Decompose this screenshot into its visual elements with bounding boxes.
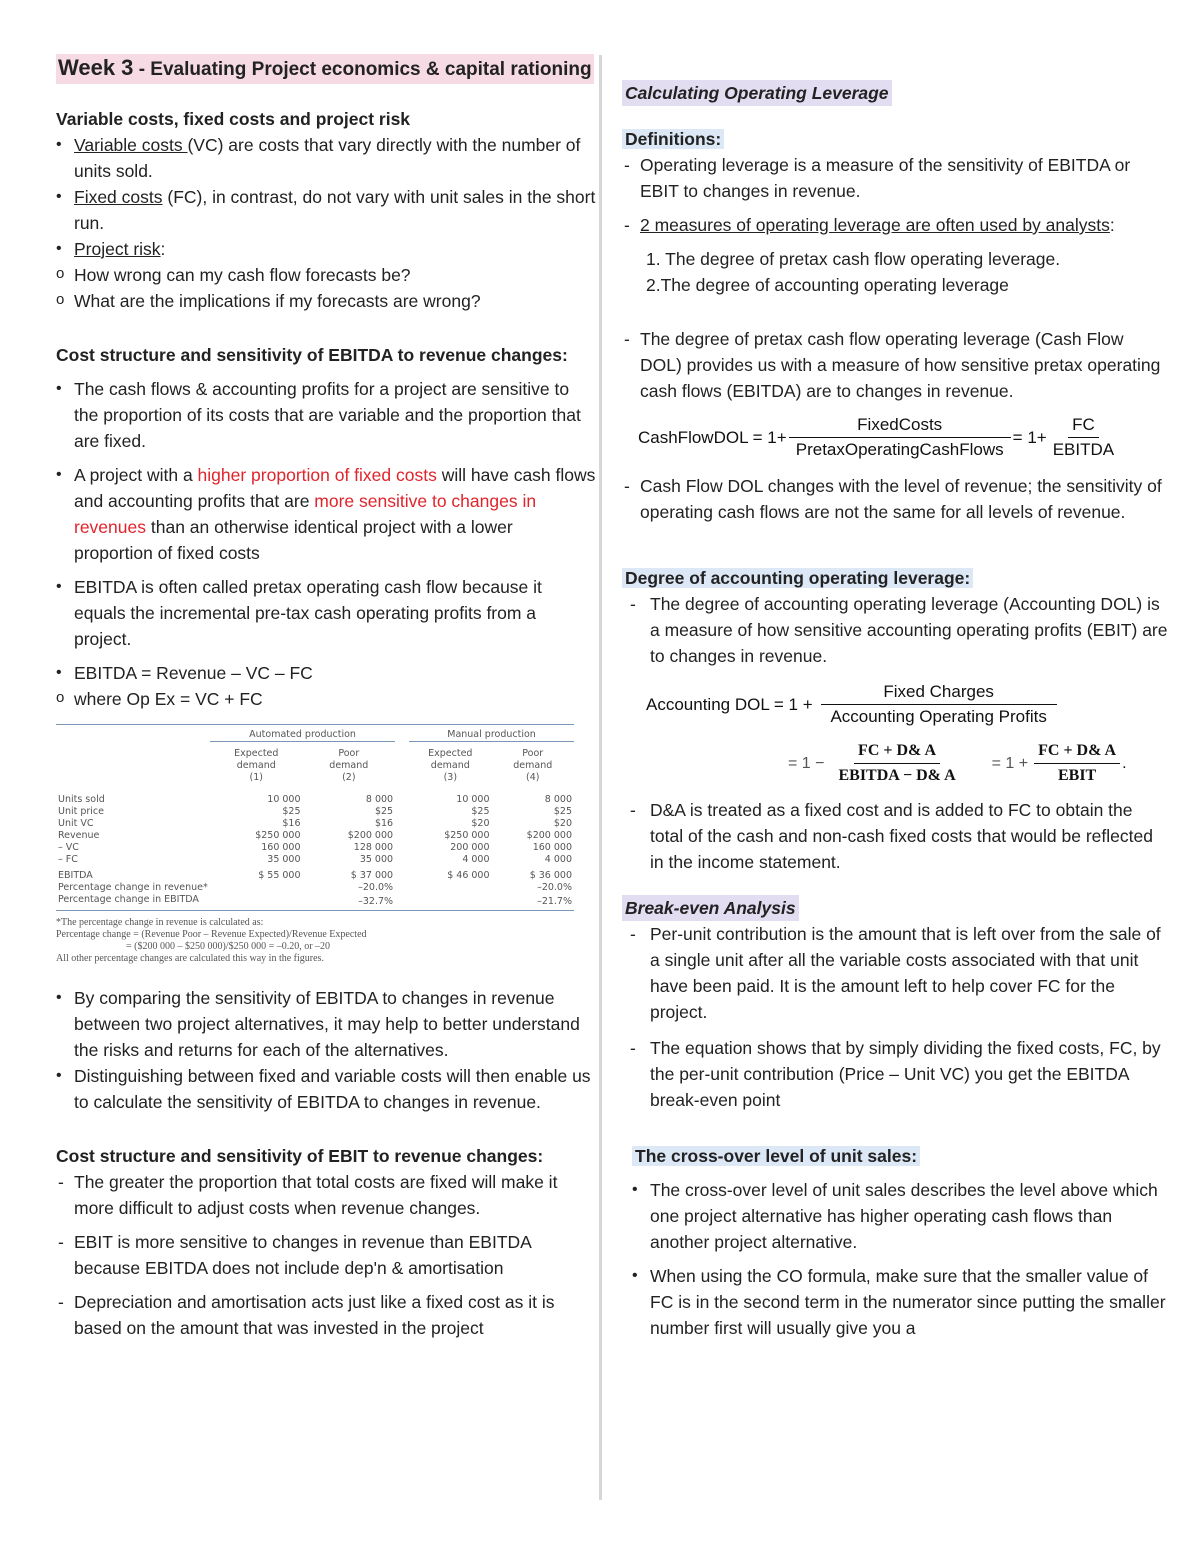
list-subitem: o where Op Ex = VC + FC (56, 686, 596, 712)
page-title: Week 3 - Evaluating Project economics & capital rationing (56, 54, 594, 84)
list-break-even (622, 921, 1170, 1113)
list-item: • When using the CO formula, make sure that the smaller value of FC is in the second term in the numerator since putting the smaller number first will usually give you a (632, 1263, 1170, 1341)
heading-break-even-analysis: Break-even Analysis (622, 895, 799, 921)
list-item: - Operating leverage is a measure of the sensitivity of EBITDA or EBIT to changes in revenue. (622, 152, 1170, 204)
heading-cross-over-level: The cross-over level of unit sales: (632, 1146, 920, 1166)
table-row: Percentage change in revenue* –20.0% –20.0% (58, 882, 572, 893)
cash-flow-dol-formula: CashFlowDOL = 1+ $\frac{\text{FixedCosts}}{\text{PretaxOperatingCashFlows}}$ = 1+ $\frac{FC}{\text{EBITDA}}$ (638, 415, 1115, 459)
heading-accounting-operating-leverage: Degree of accounting operating leverage: (622, 568, 973, 588)
accounting-dol-expansion: = 1 − $\frac{FC + D\& A}{\text{EBITDA − D\& A}}$ = 1 + $\frac{FC + D\& A}{\text{EBIT}}$ . (788, 742, 1127, 784)
list-item: - EBIT is more sensitive to changes in revenue than EBITDA because EBITDA does not include dep'n & amortisation (56, 1229, 596, 1281)
table-row: EBITDA $ 55 000 $ 37 000 $ 46 000 $ 36 000 (58, 870, 572, 881)
table-row: Unit VC $16 $16 $20 $20 (58, 818, 572, 829)
list-item: - 2 measures of operating leverage are often used by analysts: (622, 212, 1170, 238)
list-item: - Depreciation and amortisation acts just like a fixed cost as it is based on the amount that was invested in the project (56, 1289, 596, 1341)
list-item: - The greater the proportion that total costs are fixed will make it more difficult to adjust costs when revenue changes. (56, 1169, 596, 1221)
list-accounting-dol (622, 591, 1170, 669)
list-item: • EBITDA = Revenue – VC – FC (56, 660, 596, 686)
list-dna (622, 797, 1170, 875)
col-head: Poor demand (2) (329, 748, 369, 783)
col-head: Expected demand (1) (234, 748, 279, 783)
col-head: Poor demand (4) (513, 748, 553, 783)
list-item: - D&A is treated as a fixed cost and is added to FC to obtain the total of the cash and non-cash fixed costs that would be reflected in the income statement. (622, 797, 1170, 875)
list-ebit-sensitivity (56, 1169, 596, 1341)
table-row: Revenue $250 000 $200 000 $250 000 $200 000 (58, 830, 572, 841)
list-subitem: o What are the implications if my forecasts are wrong? (56, 288, 596, 314)
list-item: • Fixed costs (FC), in contrast, do not vary with unit sales in the short run. (56, 184, 596, 236)
col-head: Expected demand (3) (428, 748, 473, 783)
table-row: – FC 35 000 35 000 4 000 4 000 (58, 854, 572, 865)
heading-calculating-operating-leverage: Calculating Operating Leverage (622, 80, 892, 106)
list-item: • The cross-over level of unit sales describes the level above which one project alternative has higher operating cash flows than another project alternative. (632, 1177, 1170, 1255)
production-table (56, 724, 574, 911)
numbered-item: 2.The degree of accounting operating leverage (646, 275, 1009, 295)
list-item: - Cash Flow DOL changes with the level of revenue; the sensitivity of operating cash flows are not the same for all levels of revenue. (622, 473, 1170, 525)
list-item: - The degree of pretax cash flow operating leverage (Cash Flow DOL) provides us with a measure of how sensitive pretax operating cash flows (EBITDA) are to changes in revenue. (622, 326, 1170, 404)
list-item: • A project with a higher proportion of fixed costs will have cash flows and accounting profits that are more sensitive to changes in revenues than an otherwise identical project with a lower proportion of fixed costs (56, 462, 596, 566)
list-item: • Distinguishing between fixed and variable costs will then enable us to calculate the sensitivity of EBITDA to changes in revenue. (56, 1063, 596, 1115)
left-column (56, 54, 596, 1341)
list-cash-flow-dol (622, 473, 1170, 525)
list-cross-over (622, 1177, 1170, 1341)
heading-ebitda-sensitivity: Cost structure and sensitivity of EBITDA to revenue changes: (56, 345, 568, 365)
column-divider (599, 55, 602, 1500)
list-item: • EBITDA is often called pretax operating cash flow because it equals the incremental pre-tax cash operating profits from a project. (56, 574, 596, 652)
table-row: Unit price $25 $25 $25 $25 (58, 806, 572, 817)
table-footnote: *The percentage change in revenue is calculated as: Percentage change = (Revenue Poor – Revenue Expected)/Revenue Expected = ($200 000 – $250 000)/$250 000 = –0.20, or –20 All other percentage changes are calculated this way in the figures. (56, 917, 367, 964)
heading-variable-fixed-costs: Variable costs, fixed costs and project risk (56, 109, 411, 129)
group-header-manual: Manual production (409, 725, 574, 742)
right-column (622, 80, 1170, 1341)
list-ebitda-comparison (56, 985, 596, 1115)
list-item: - Per-unit contribution is the amount that is left over from the sale of a single unit after all the variable costs associated with that unit have been paid. It is the amount left to help cover FC for the project. (622, 921, 1170, 1025)
list-definitions (622, 152, 1170, 404)
numbered-item: 1. The degree of pretax cash flow operating leverage. (646, 249, 1061, 269)
list-item: - The degree of accounting operating leverage (Accounting DOL) is a measure of how sensitive accounting operating profits (EBIT) are to changes in revenue. (622, 591, 1170, 669)
list-cost-definitions (56, 132, 596, 314)
table-row: Percentage change in EBITDA –32.7% –21.7% (56, 894, 574, 911)
list-item: • By comparing the sensitivity of EBITDA to changes in revenue between two project alternatives, it may help to better understand the risks and returns for each of the alternatives. (56, 985, 596, 1063)
list-item: • Project risk: (56, 236, 596, 262)
figure-production-table (56, 724, 576, 965)
list-subitem: o How wrong can my cash flow forecasts be? (56, 262, 596, 288)
accounting-dol-formula: Accounting DOL = 1 + $\frac{\text{Fixed Charges}}{\text{Accounting Operating Profits}}$ (646, 681, 1170, 728)
heading-ebit-sensitivity: Cost structure and sensitivity of EBIT to revenue changes: (56, 1146, 544, 1166)
table-row: – VC 160 000 128 000 200 000 160 000 (58, 842, 572, 853)
list-item: - The equation shows that by simply dividing the fixed costs, FC, by the per-unit contribution (Price – Unit VC) you get the EBITDA break-even point (622, 1035, 1170, 1113)
group-header-automated: Automated production (210, 725, 395, 742)
table-row: Units sold 10 000 8 000 10 000 8 000 (58, 794, 572, 805)
heading-definitions: Definitions: (622, 129, 724, 149)
list-ebitda-sensitivity (56, 376, 596, 712)
list-item: • The cash flows & accounting profits for a project are sensitive to the proportion of its costs that are variable and the proportion that are fixed. (56, 376, 596, 454)
list-item: • Variable costs (VC) are costs that vary directly with the number of units sold. (56, 132, 596, 184)
